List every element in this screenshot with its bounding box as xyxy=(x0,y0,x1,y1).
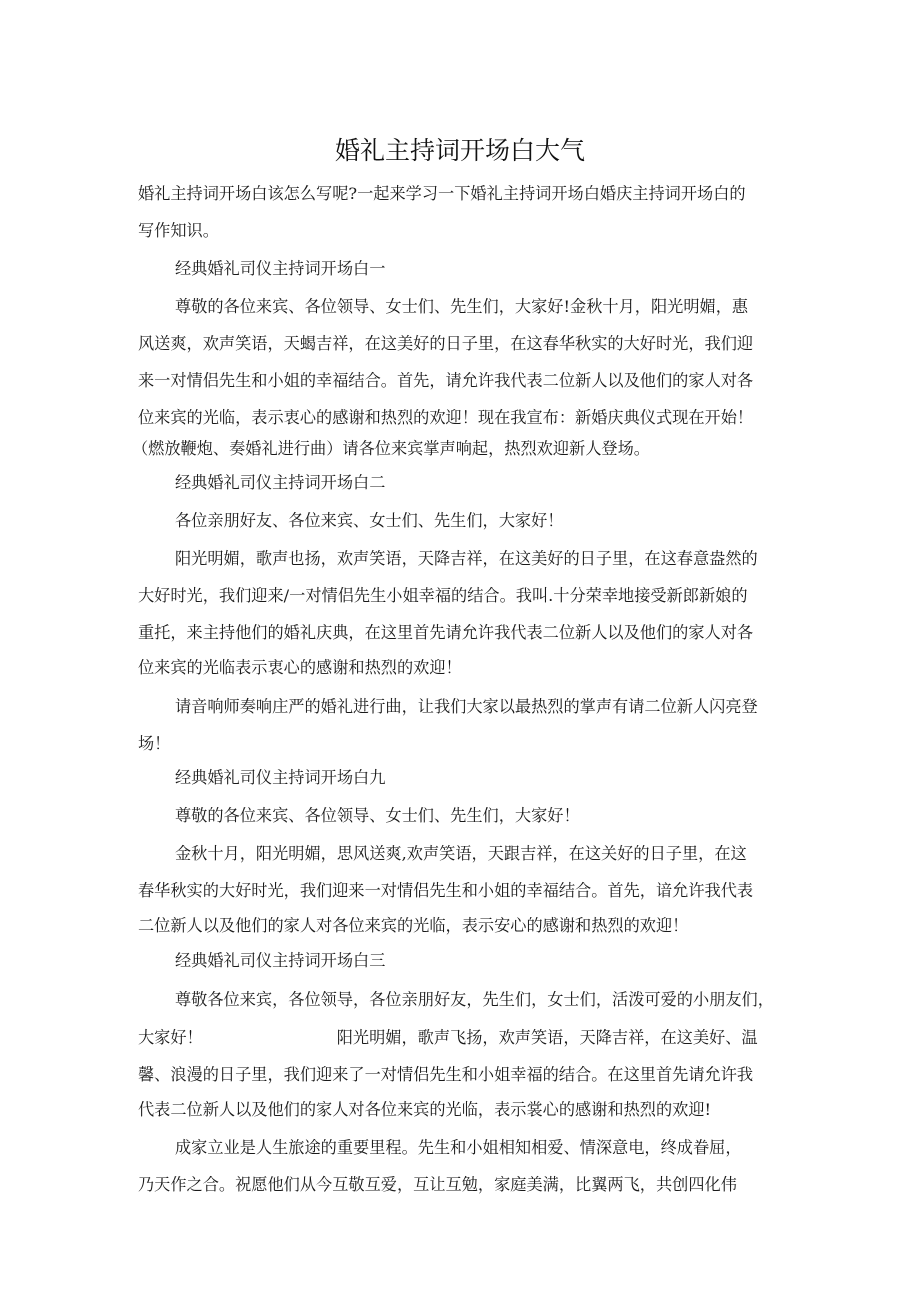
section-heading-3: 经典婚礼司仪主持词开场白九 xyxy=(175,768,386,787)
section-heading-1: 经典婚礼司仪主持词开场白一 xyxy=(175,259,386,278)
paragraph-line: 来一对情侣先生和小姐的幸福结合。首先，请允许我代表二位新人以及他们的家人对各 xyxy=(138,371,754,390)
paragraph-line: 成家立业是人生旅途的重要里程。先生和小姐相知相爱、情深意电，终成眷屈， xyxy=(175,1138,742,1157)
paragraph-line: 尊敬的各位来宾、各位领导、女士们、先生们，大家好!金秋十月，阳光明媚，惠 xyxy=(175,297,749,316)
paragraph-line xyxy=(138,1025,758,1051)
intro-line-2: 写作知识。 xyxy=(138,221,219,240)
paragraph-line: 春华秋实的大好时光，我们迎来一对情侣先生和小姐的幸福结合。首先，谙允许我代表 xyxy=(138,881,754,900)
paragraph-line: 位来宾的光临表示衷心的感谢和热烈的欢迎！ xyxy=(138,658,462,677)
document-title: 婚礼主持词开场白大气 xyxy=(334,136,585,165)
paragraph-line: 二位新人以及他们的家人对各位来宾的光临，表示安心的感谢和热烈的欢迎！ xyxy=(138,916,689,935)
paragraph-segment: 大家好！ xyxy=(138,1028,203,1047)
paragraph-line: 代表二位新人以及他们的家人对各位来宾的光临，表示裳心的感谢和热烈的欢迎! xyxy=(138,1100,712,1119)
paragraph-line: 重托，来主持他们的婚礼庆典，在这里首先请允许我代表二位新人以及他们的家人对各 xyxy=(138,623,754,642)
paragraph-segment: 阳光明媚，歌声飞扬，欢声笑语，天降吉祥，在这美好、温 xyxy=(336,1028,758,1047)
paragraph-line: 阳光明媚，歌声也扬，欢声笑语，天降吉祥，在这美好的日子里，在这春意盎然的 xyxy=(175,549,758,568)
paragraph-line: 馨、浪漫的日子里，我们迎来了一对情侣先生和小姐幸福的结合。在这里首先请允许我 xyxy=(138,1065,754,1084)
paragraph-line: 位来宾的光临，表示衷心的感谢和热烈的欢迎！现在我宣布：新婚庆典仪式现在开始！ xyxy=(138,408,754,427)
paragraph-line: 尊敬各位来宾，各位领导，各位亲朋好友，先生们，女士们，活泼可爱的小朋友们， xyxy=(175,990,774,1009)
paragraph-line: 金秋十月，阳光明媚，思风送爽,欢声笑语，天跟吉祥，在这关好的日子里，在这 xyxy=(175,844,747,863)
greeting-line: 各位亲朋好友、各位来宾、女士们、先生们，大家好！ xyxy=(175,511,564,530)
paragraph-line: 请音响师奏响庄严的婚礼进行曲，让我们大家以最热烈的掌声有请二位新人闪亮登 xyxy=(175,697,758,716)
greeting-line: 尊敬的各位来宾、各位领导、女士们、先生们，大家好！ xyxy=(175,806,580,825)
intro-line-1: 婚礼主持词开场白该怎么写呢?一起来学习一下婚礼主持词开场白婚庆主持词开场白的 xyxy=(138,184,746,203)
section-heading-4: 经典婚礼司仪主持词开场白三 xyxy=(175,951,386,970)
section-heading-2: 经典婚礼司仪主持词开场白二 xyxy=(175,473,386,492)
paragraph-line: 风送爽，欢声笑语，天蝎吉祥，在这美好的日子里，在这春华秋实的大好时光，我们迎 xyxy=(138,334,754,353)
paragraph-line: （燃放鞭炮、奏婚礼进行曲）请各位来宾掌声响起，热烈欢迎新人登场。 xyxy=(132,439,650,458)
paragraph-line: 乃天作之合。祝愿他们从今互敬互爱，互让互勉，家庭美满，比翼两飞，共创四化伟 xyxy=(138,1175,737,1194)
paragraph-line: 场！ xyxy=(138,734,171,753)
paragraph-line: 大好时光，我们迎来/一对情侣先生小姐幸福的结合。我叫.十分荣幸地接受新郎新娘的 xyxy=(138,586,748,605)
